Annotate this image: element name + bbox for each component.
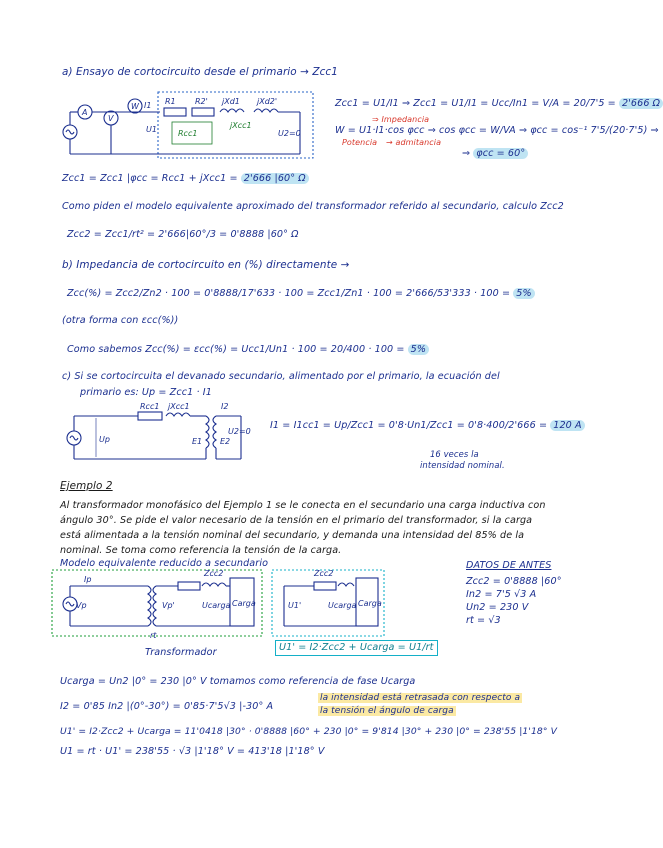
label-carga-b: Carga [358,599,382,608]
section-c-text2: primario es: Up = Zcc1 · I1 [80,387,212,398]
eq-cos-phi: W = U1·I1·cos φcc ⇒ cos φcc = W/VA ⇒ φcc = cos⁻¹ 7'5/(20·7'5) ⇒ [335,125,659,136]
modelo-equiv: Modelo equivalente reducido a secundario [60,558,269,569]
transformador-label: Transformador [145,647,217,658]
como-result: 5% [408,344,429,355]
annot-admitancia: → admitancia [386,138,442,147]
label-U2: U2=0 [278,129,301,138]
circuit-c [66,404,256,464]
label-jXcc1b: jXcc1 [168,402,190,411]
label-U1: U1 [146,125,157,134]
section-c-text1: c) Si se cortocircuita el devanado secundario, alimentado por el primario, la ecuación del [62,371,500,382]
label-E1: E1 [192,437,203,446]
label-ucarga-b: Ucarga [328,601,357,610]
dato-rt: rt = √3 [466,615,501,626]
label-U2c: U2=0 [228,427,251,436]
label-A: A [82,108,88,117]
ejemplo2-title: Ejemplo 2 [60,480,113,492]
ej2-p1: Al transformador monofásico del Ejemplo 1 se le conecta en el secundario una carga inductiva con [60,500,546,511]
label-U1p: U1' [288,601,302,610]
u1p-line: U1' = I2·Zcc2 + Ucarga = 11'0418 |30° · 0'8888 |60° + 230 |0° = 9'814 |30° + 230 |0° = 238'55 |1'18° V [60,726,557,737]
zcc-percent-result: 5% [513,288,534,299]
como-sabemos-eq: Como sabemos Zcc(%) = εcc(%) = Ucc1/Un1 · 100 = 20/400 · 100 = 5% [67,344,429,356]
ej2-p4: nominal. Se toma como referencia la tensión de la carga. [60,545,342,556]
otra-forma: (otra forma con εcc(%)) [62,315,179,326]
label-V: V [108,114,114,123]
label-R2p: R2' [195,97,208,106]
phi-result: φcc = 60° [473,148,528,159]
i1cc-result: 120 A [550,420,584,431]
label-I1: I1 [144,101,152,110]
label-jXd2: jXd2' [257,97,278,106]
zcc-polar-line: Zcc1 = Zcc1 |φcc = Rcc1 + jXcc1 = 2'666 |60° Ω [62,173,309,185]
section-a-title: a) Ensayo de cortocircuito desde el primario → Zcc1 [62,66,338,78]
ucarga-line: Ucarga = Un2 |0° = 230 |0° V tomamos como referencia de fase Ucarga [60,676,416,687]
label-ucarga: Ucarga [202,601,231,610]
eq-zcc1: Zcc1 = U1/I1 ⇒ Zcc1 = U1/I1 = Ucc/In1 = V/A = 20/7'5 = 2'666 Ω [335,98,663,110]
label-Zcc2b: Zcc2 [314,569,334,578]
zcc-polar-result: 2'666 |60° Ω [241,173,309,184]
dato-zcc2: Zcc2 = 0'8888 |60° [466,576,562,587]
ej2-p2: ángulo 30°. Se pide el valor necesario de la tensión en el primario del transformador, si la carga [60,515,533,526]
label-Rcc1b: Rcc1 [140,402,160,411]
label-jXcc1: jXcc1 [230,121,252,130]
label-carga: Carga [232,599,256,608]
phi-result-line: ⇒ φcc = 60° [462,148,528,160]
label-I2: I2 [221,402,229,411]
dato-in2: In2 = 7'5 √3 A [466,589,537,600]
zcc-percent-eq: Zcc(%) = Zcc2/Zn2 · 100 = 0'8888/17'633 · 100 = Zcc1/Zn1 · 100 = 2'666/53'333 · 100 = 5% [67,288,535,300]
label-Rcc1: Rcc1 [178,129,198,138]
i2-line: I2 = 0'85 In2 |(0°-30°) = 0'85·7'5√3 |-30° A [60,701,274,712]
ej2-p3: está alimentada a la tensión nominal del secundario, y demanda una intensidad del 85% de la [60,530,525,541]
note-intensidad: intensidad nominal. [420,460,505,470]
zcc1-result: 2'666 Ω [619,98,663,109]
label-Vp2: Vp' [162,601,175,610]
section-b-title: b) Impedancia de cortocircuito en (%) directamente → [62,259,350,271]
label-W: W [131,102,139,111]
label-rt: rt [150,631,157,640]
circuit-a [60,92,320,172]
label-Ip: Ip [84,575,92,584]
label-jXd1: jXd1 [222,97,240,106]
label-E2: E2 [220,437,231,446]
i2-note-1: la intensidad está retrasada con respecto a [320,693,521,703]
datos-title: DATOS DE ANTES [466,560,552,571]
dato-un2: Un2 = 230 V [466,602,529,613]
i1cc-eq: I1 = I1cc1 = Up/Zcc1 = 0'8·Un1/Zcc1 = 0'8·400/2'666 = 120 A [270,420,585,432]
label-R1: R1 [165,97,176,106]
note-16-veces: 16 veces la [430,449,479,459]
label-Vp: Vp [76,601,87,610]
zcc2-line: Zcc2 = Zcc1/rt² = 2'666|60°/3 = 0'8888 |60° Ω [67,229,299,240]
annot-potencia: Potencia [342,138,378,147]
i2-note-2: la tensión el ángulo de carga [320,706,454,716]
annot-impedancia: ⇒ Impedancia [372,115,430,124]
label-Up: Up [99,435,110,444]
u1-line: U1 = rt · U1' = 238'55 · √3 |1'18° V = 413'18 |1'18° V [60,746,325,757]
label-Zcc2: Zcc2 [204,569,224,578]
modelo-text: Como piden el modelo equivalente aproximado del transformador referido al secundario, calculo Zcc2 [62,201,564,212]
vp-eq-box: U1' = I2·Zcc2 + Ucarga = U1/rt [275,640,438,656]
